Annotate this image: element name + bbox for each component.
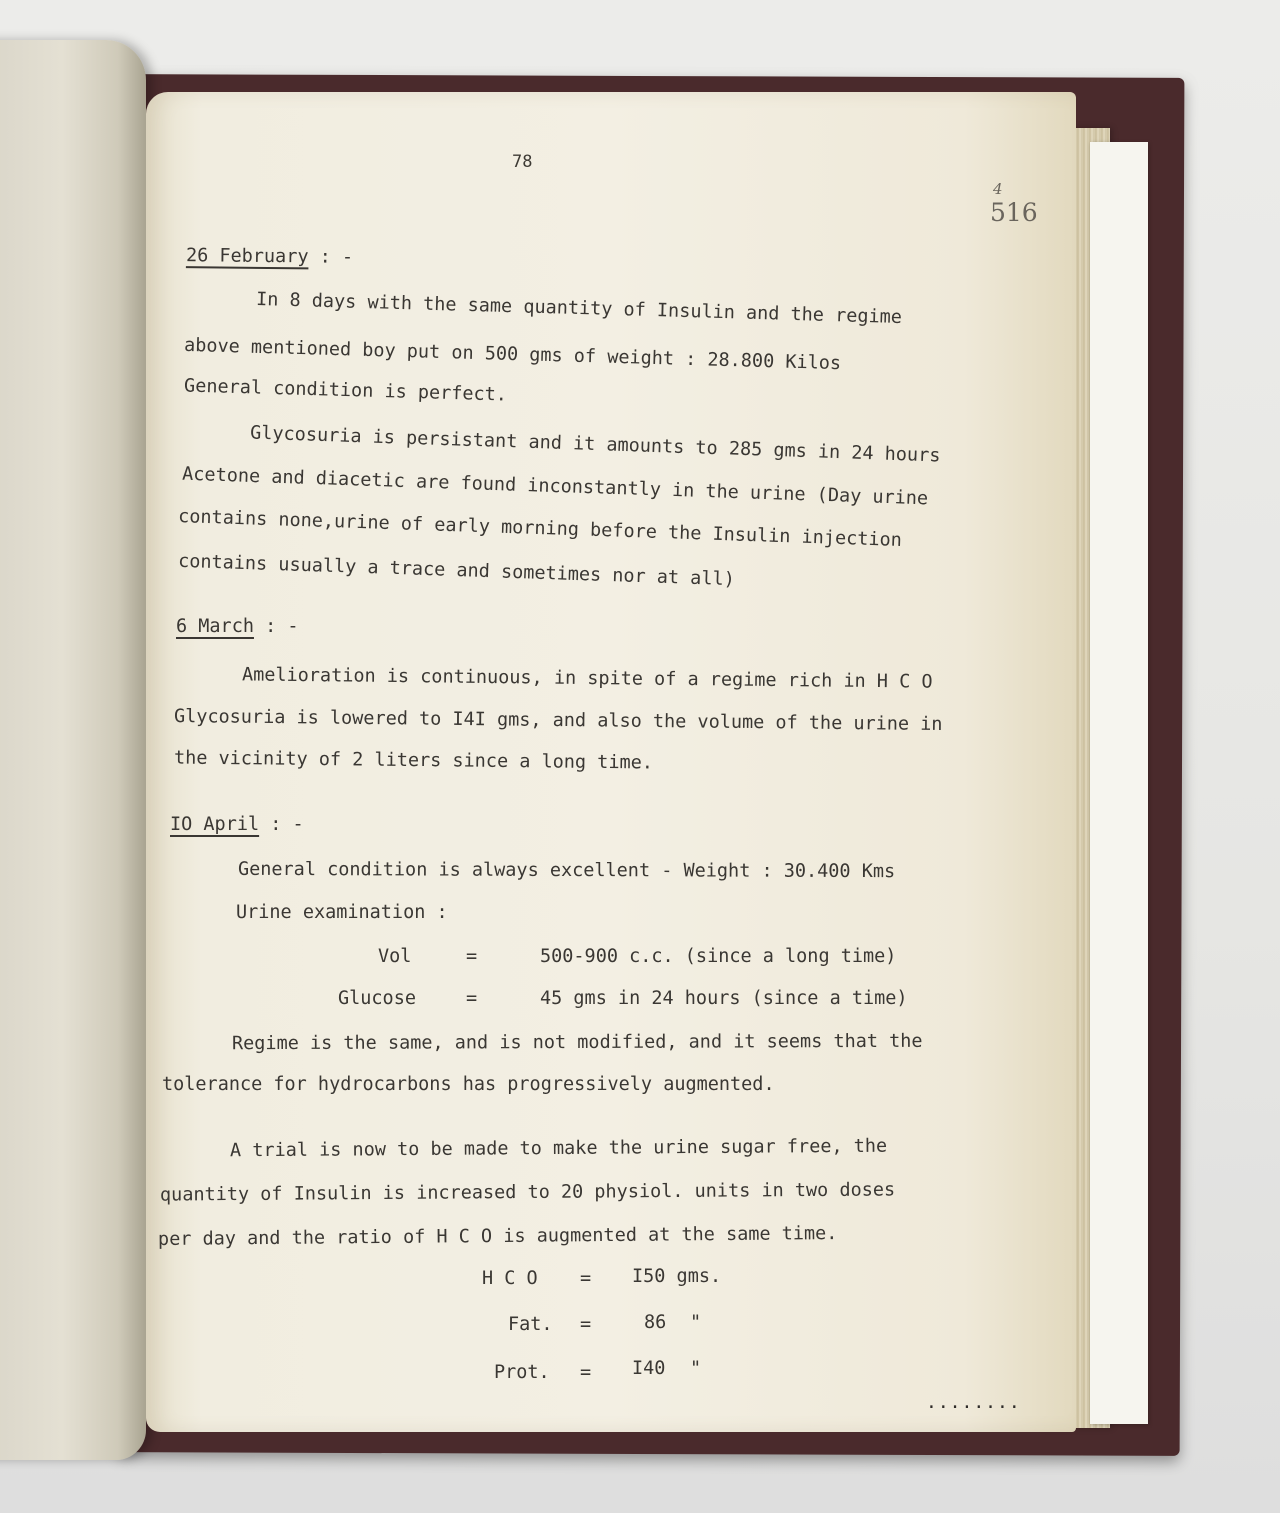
diet-label: H C O: [482, 1268, 538, 1289]
paragraph-line: tolerance for hydrocarbons has progressively augmented.: [162, 1074, 775, 1095]
diet-ditto-mark: ": [690, 1358, 702, 1379]
paragraph-line: Glycosuria is persistant and it amounts to 285 gms in 24 hours: [249, 422, 941, 467]
folio-superscript: 4: [993, 180, 1003, 198]
paragraph-line: Amelioration is continuous, in spite of a regime rich in H C O: [241, 664, 933, 693]
diet-label: Fat.: [508, 1314, 553, 1335]
folio-stamp: [990, 180, 1038, 227]
heading-tail: : -: [270, 814, 304, 835]
urine-equals: =: [466, 946, 478, 967]
heading-date: 6 March: [176, 616, 254, 637]
left-facing-page: [0, 40, 146, 1460]
heading-6-march: [176, 618, 299, 637]
urine-equals: =: [466, 988, 478, 1009]
diet-value: 86: [644, 1312, 667, 1333]
heading-tail: : -: [319, 246, 354, 268]
paragraph-line: In 8 days with the same quantity of Insulin and the regime: [255, 288, 903, 329]
urine-label: Vol: [378, 946, 412, 967]
diet-equals: =: [580, 1362, 592, 1383]
page-number: 78: [512, 152, 533, 172]
paragraph-line: contains usually a trace and sometimes nor at all): [177, 550, 736, 591]
diet-ditto-mark: ": [690, 1312, 702, 1333]
heading-26-february: [186, 247, 353, 267]
diet-label: Prot.: [494, 1362, 550, 1383]
paragraph-line: contains none,urine of early morning before the Insulin injection: [177, 506, 903, 551]
inserted-sheet: [1090, 142, 1148, 1424]
urine-value: 45 gms in 24 hours (since a time): [540, 988, 908, 1009]
paragraph-line: General condition is always excellent - Weight : 30.400 Kms: [237, 858, 896, 883]
paragraph-line: per day and the ratio of H C O is augmented at the same time.: [157, 1223, 838, 1250]
heading-tail: : -: [265, 616, 299, 637]
diet-value: I40: [632, 1358, 666, 1379]
heading-date: 26 February: [185, 245, 309, 268]
paragraph-line: Acetone and diacetic are found inconstantly in the urine (Day urine: [181, 463, 929, 510]
continuation-dots: ........: [926, 1392, 1021, 1413]
urine-label: Glucose: [338, 988, 416, 1009]
diet-equals: =: [580, 1314, 592, 1335]
folio-number: 516: [990, 198, 1038, 227]
diet-equals: =: [580, 1268, 592, 1289]
paragraph-line: General condition is perfect.: [183, 375, 508, 406]
paragraph-line: Regime is the same, and is not modified, and it seems that the: [231, 1030, 923, 1055]
paragraph-line: Glycosuria is lowered to I4I gms, and also the volume of the urine in: [173, 705, 943, 736]
diet-value: I50 gms.: [632, 1266, 722, 1287]
paragraph-line: above mentioned boy put on 500 gms of weight : 28.800 Kilos: [183, 334, 842, 375]
paragraph-line: the vicinity of 2 liters since a long time.: [173, 747, 654, 774]
paragraph-line: Urine examination :: [236, 902, 448, 923]
urine-value: 500-900 c.c. (since a long time): [540, 946, 897, 967]
heading-date: IO April: [170, 814, 260, 835]
paragraph-line: quantity of Insulin is increased to 20 physiol. units in two doses: [159, 1179, 896, 1206]
heading-10-april: [170, 816, 304, 835]
paragraph-line: A trial is now to be made to make the urine sugar free, the: [229, 1135, 888, 1162]
